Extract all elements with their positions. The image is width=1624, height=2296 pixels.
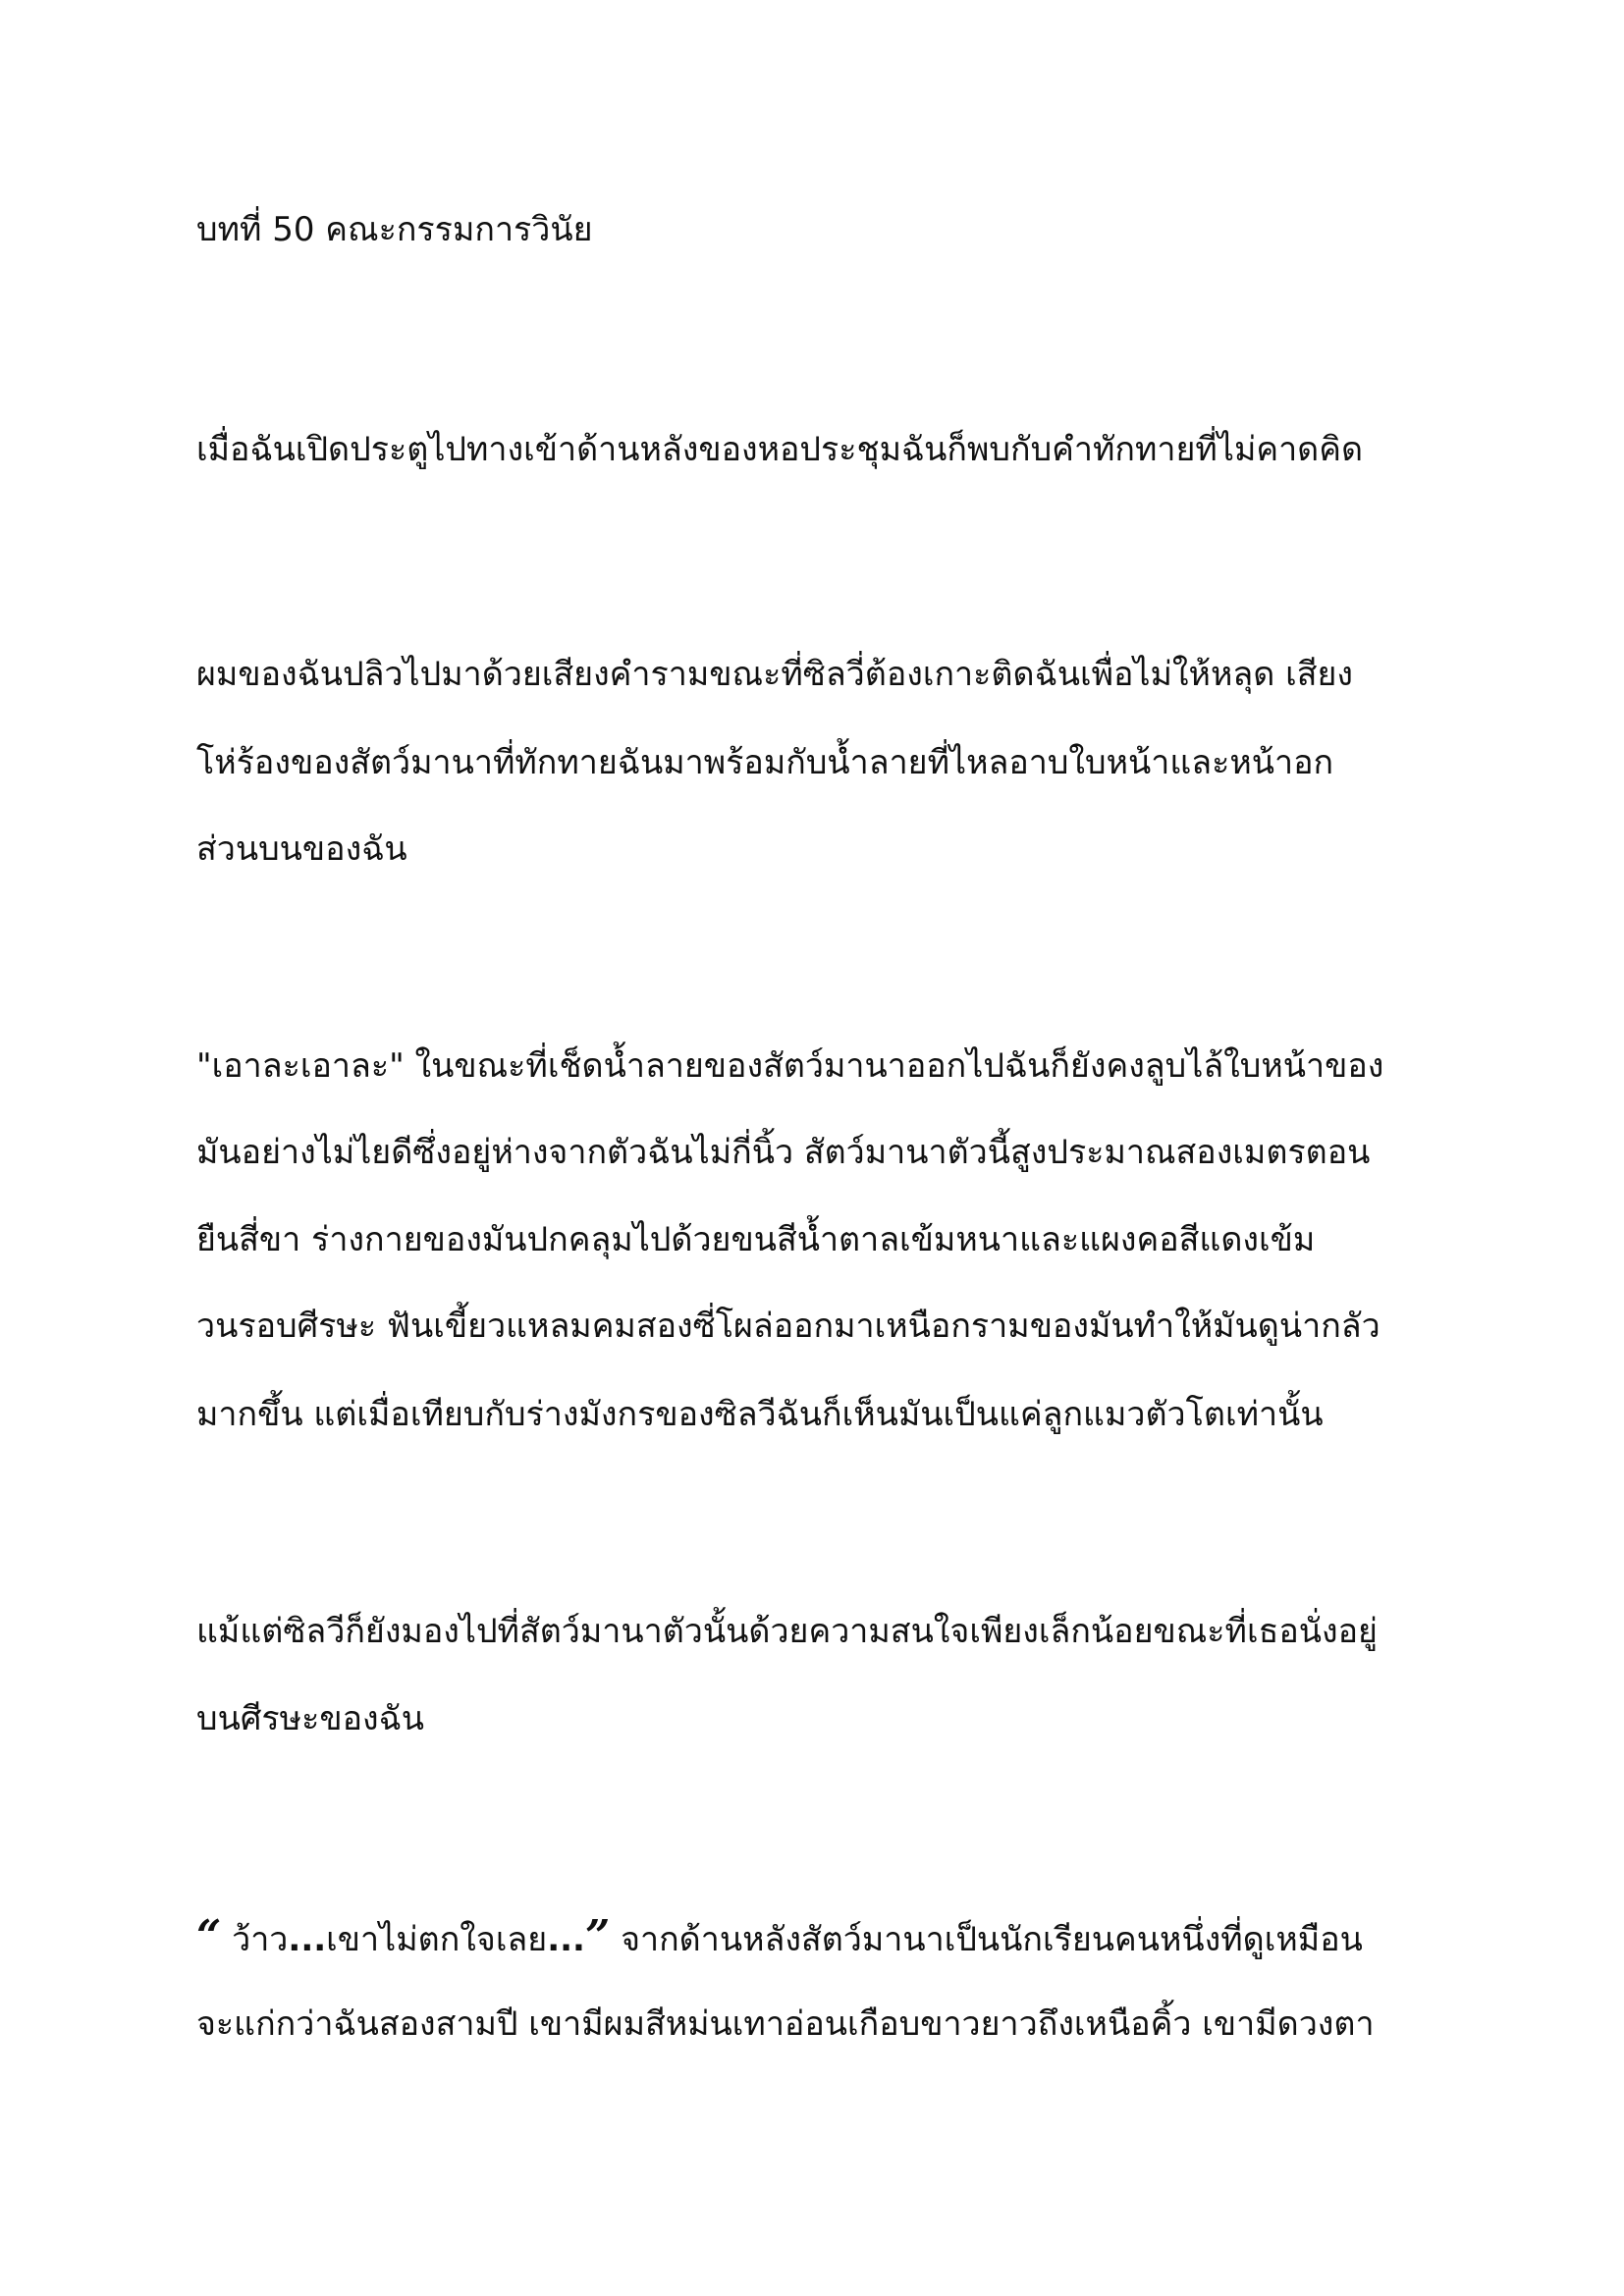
paragraph-3-line-2: มันอย่างไม่ไยดีซึ่งอยู่ห่างจากตัวฉันไม่กี่นิ้ว สัตว์มานาตัวนี้สูงประมาณสองเมตรตอน: [196, 1133, 1371, 1172]
paragraph-5-line-1: [196, 1911, 1363, 1961]
paragraph-4-line-1: แม้แต่ซิลวีก็ยังมองไปที่สัตว์มานาตัวนั้นด้วยความสนใจเพียงเล็กน้อยขณะที่เธอนั่งอยู่: [196, 1612, 1378, 1651]
paragraph-3-line-1: "เอาละเอาละ" ในขณะที่เช็ดน้ำลายของสัตว์มานาออกไปฉันก็ยังคงลูบไล้ใบหน้าของ: [196, 1046, 1384, 1086]
close-quote-mark: ”: [584, 1911, 611, 1961]
open-quote-mark: “: [196, 1911, 222, 1961]
dialogue-text-2: เขาไม่ตกใจเลย: [326, 1920, 548, 1959]
paragraph-3-line-5: มากขึ้น แต่เมื่อเทียบกับร่างมังกรของซิลวีฉันก็เห็นมันเป็นแค่ลูกแมวตัวโตเท่านั้น: [196, 1395, 1324, 1434]
paragraph-4-line-2: บนศีรษะของฉัน: [196, 1699, 425, 1738]
ellipsis-1: ...: [288, 1920, 327, 1959]
paragraph-3-line-4: วนรอบศีรษะ ฟันเขี้ยวแหลมคมสองซี่โผล่ออกมาเหนือกรามของมันทำให้มันดูน่ากลัว: [196, 1307, 1380, 1346]
paragraph-5-line-2: จะแก่กว่าฉันสองสามปี เขามีผมสีหม่นเทาอ่อนเกือบขาวยาวถึงเหนือคิ้ว เขามีดวงตา: [196, 2004, 1375, 2044]
paragraph-2-line-3: ส่วนบนของฉัน: [196, 829, 407, 869]
ellipsis-2: ...: [547, 1920, 585, 1959]
paragraph-1-line-1: เมื่อฉันเปิดประตูไปทางเข้าด้านหลังของหอประชุมฉันก็พบกับคำทักทายที่ไม่คาดคิด: [196, 430, 1364, 469]
narration-text: จากด้านหลังสัตว์มานาเป็นนักเรียนคนหนึ่งที่ดูเหมือน: [610, 1920, 1363, 1959]
paragraph-2-line-1: ผมของฉันปลิวไปมาด้วยเสียงคำรามขณะที่ซิลวี่ต้องเกาะติดฉันเพื่อไม่ให้หลุด เสียง: [196, 655, 1353, 694]
paragraph-2-line-2: โห่ร้องของสัตว์มานาที่ทักทายฉันมาพร้อมกับน้ำลายที่ไหลอาบใบหน้าและหน้าอก: [196, 743, 1334, 782]
dialogue-text-1: ว้าว: [221, 1920, 289, 1959]
chapter-title: บทที่ 50 คณะกรรมการวินัย: [196, 210, 593, 249]
paragraph-3-line-3: ยืนสี่ขา ร่างกายของมันปกคลุมไปด้วยขนสีน้ำตาลเข้มหนาและแผงคอสีแดงเข้ม: [196, 1220, 1316, 1259]
